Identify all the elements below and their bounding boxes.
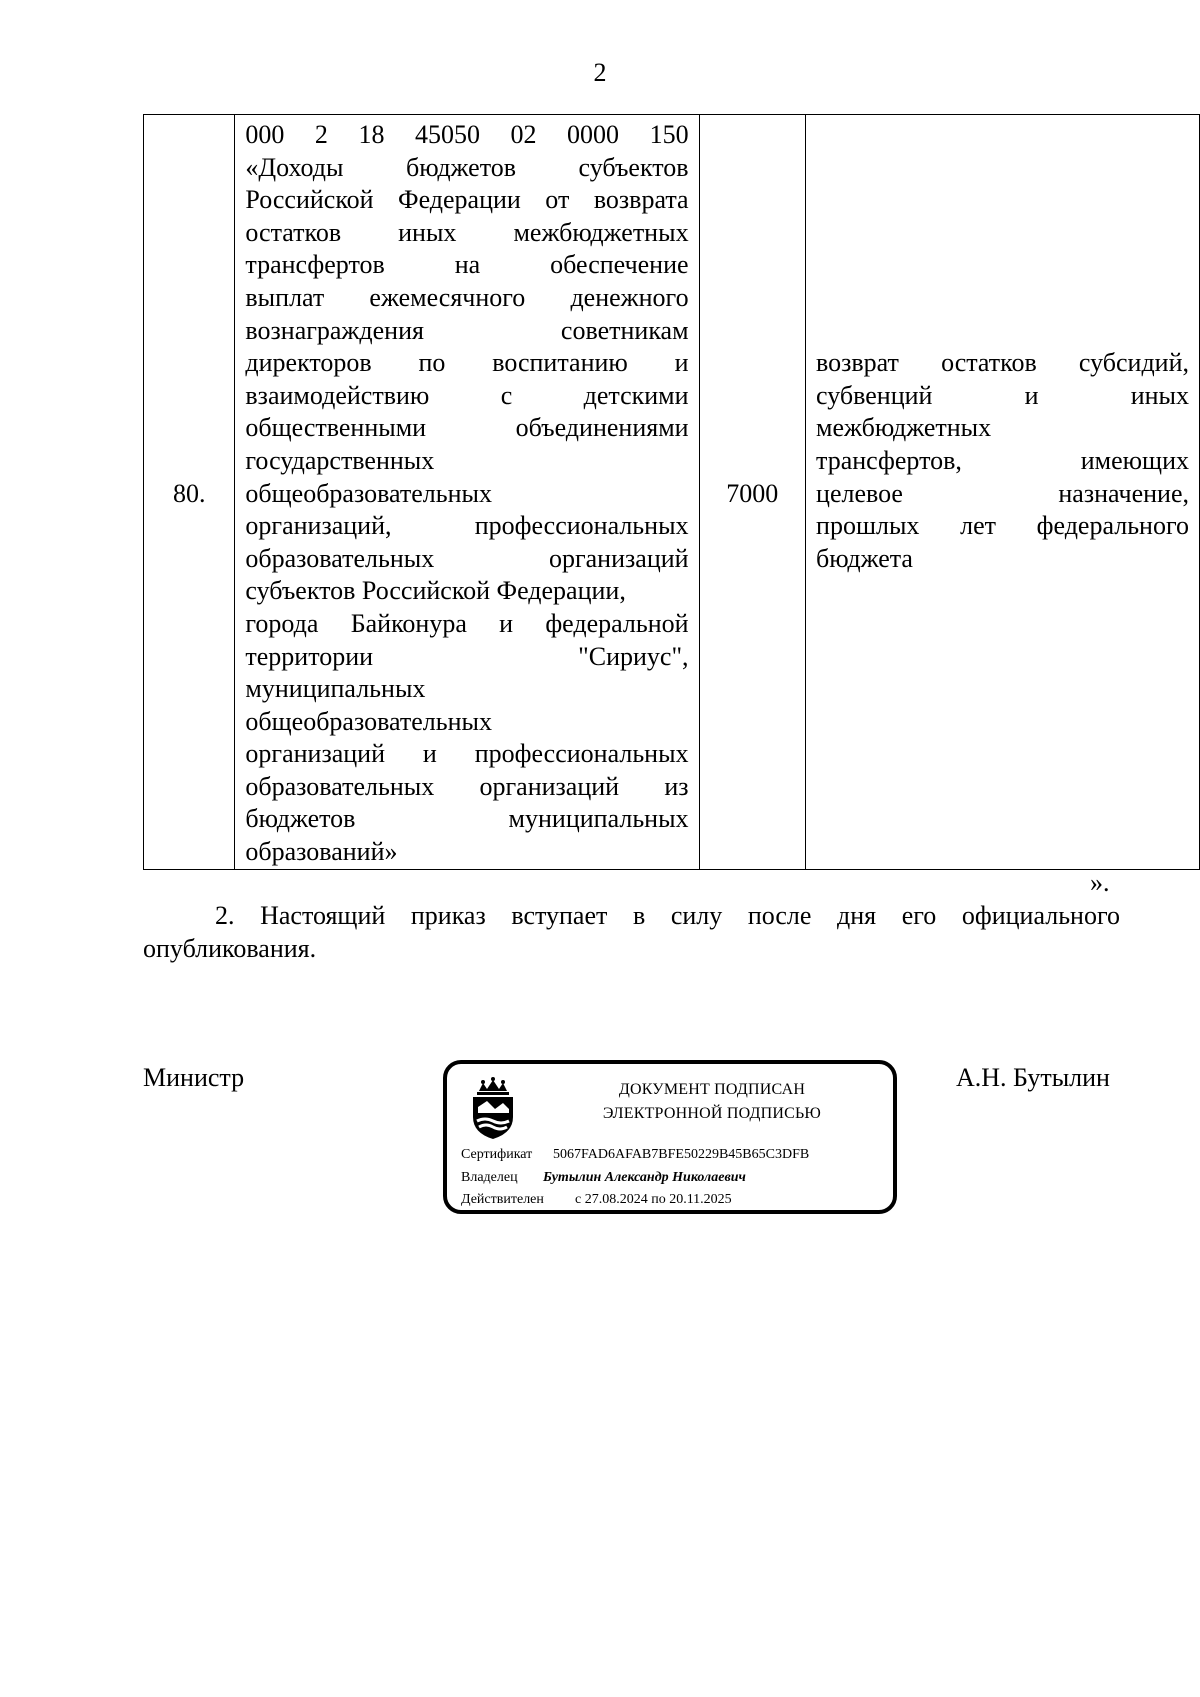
table-row xyxy=(144,115,1200,870)
description-line: организаций, профессиональных xyxy=(245,511,689,541)
paragraph-line: 2. Настоящий приказ вступает в силу после дня его официального xyxy=(215,901,1120,930)
description-line: трансфертов на обеспечение xyxy=(245,250,689,280)
description-line: образовательных организаций xyxy=(245,543,689,573)
signatory-name: А.Н. Бутылин xyxy=(956,1063,1110,1092)
description-line: территории "Сириус", xyxy=(245,641,689,671)
description-line: остатков иных межбюджетных xyxy=(245,217,689,247)
page-number: 2 xyxy=(593,58,607,87)
revenue-table xyxy=(143,114,1200,870)
certificate-label: Сертификат xyxy=(461,1147,533,1162)
description-line: взаимодействию с детскими xyxy=(245,380,689,410)
note-line: бюджета xyxy=(816,543,913,573)
description-line: образований» xyxy=(245,837,398,867)
note-line: трансфертов, имеющих xyxy=(816,445,1189,475)
note-line: межбюджетных xyxy=(816,413,992,443)
description-line: города Байконура и федеральной xyxy=(245,608,689,638)
description-line: субъектов Российской Федерации, xyxy=(245,576,626,606)
certificate-value: 5067FAD6AFAB7BFE50229B45B65C3DFB xyxy=(553,1147,810,1162)
description-line: бюджетов муниципальных xyxy=(245,804,689,834)
note-line: субвенций и иных xyxy=(816,380,1189,410)
description-line: общеобразовательных xyxy=(245,706,492,736)
stamp-title xyxy=(527,1078,897,1126)
electronic-signature-stamp xyxy=(443,1060,897,1214)
note-line: возврат остатков субсидий, xyxy=(816,348,1189,378)
paragraph-line: опубликования. xyxy=(143,933,317,963)
description-line: «Доходы бюджетов субъектов xyxy=(245,152,689,182)
signatory-position: Министр xyxy=(143,1063,245,1092)
description-line: вознаграждения советникам xyxy=(245,315,689,345)
description-line: государственных xyxy=(245,445,435,475)
owner-value: Бутылин Александр Николаевич xyxy=(543,1170,746,1185)
note-cell xyxy=(806,115,1200,870)
stamp-owner-row xyxy=(461,1170,746,1186)
description-line: муниципальных xyxy=(245,674,426,704)
closing-quote: ». xyxy=(1090,868,1110,897)
description-line: выплат ежемесячного денежного xyxy=(245,282,689,312)
note-spacer xyxy=(816,575,1189,608)
stamp-validity-row xyxy=(461,1192,732,1208)
stamp-certificate-row xyxy=(461,1147,809,1163)
description-line: образовательных организаций из xyxy=(245,771,689,801)
stamp-title-line: ДОКУМЕНТ ПОДПИСАН xyxy=(618,1081,806,1098)
description-line: 000 2 18 45050 02 0000 150 xyxy=(245,120,689,149)
validity-label: Действителен xyxy=(461,1192,544,1207)
description-line: общественными объединениями xyxy=(245,413,689,443)
row-number-cell: 80. xyxy=(144,115,235,870)
description-line: общеобразовательных xyxy=(245,478,492,508)
paragraph-effective-date xyxy=(143,900,1120,965)
description-line: организаций и профессиональных xyxy=(245,739,689,769)
code-cell: 7000 xyxy=(699,115,805,870)
coat-of-arms-icon xyxy=(465,1077,521,1141)
description-line: директоров по воспитанию и xyxy=(245,348,689,378)
note-spacer xyxy=(816,608,1189,641)
validity-value: с 27.08.2024 по 20.11.2025 xyxy=(575,1192,732,1207)
owner-label: Владелец xyxy=(461,1170,518,1185)
stamp-title-line: ЭЛЕКТРОННОЙ ПОДПИСЬЮ xyxy=(602,1105,822,1122)
note-line: целевое назначение, xyxy=(816,478,1189,508)
description-cell xyxy=(235,115,699,870)
note-line: прошлых лет федерального xyxy=(816,511,1189,541)
description-line: Российской Федерации от возврата xyxy=(245,185,689,215)
